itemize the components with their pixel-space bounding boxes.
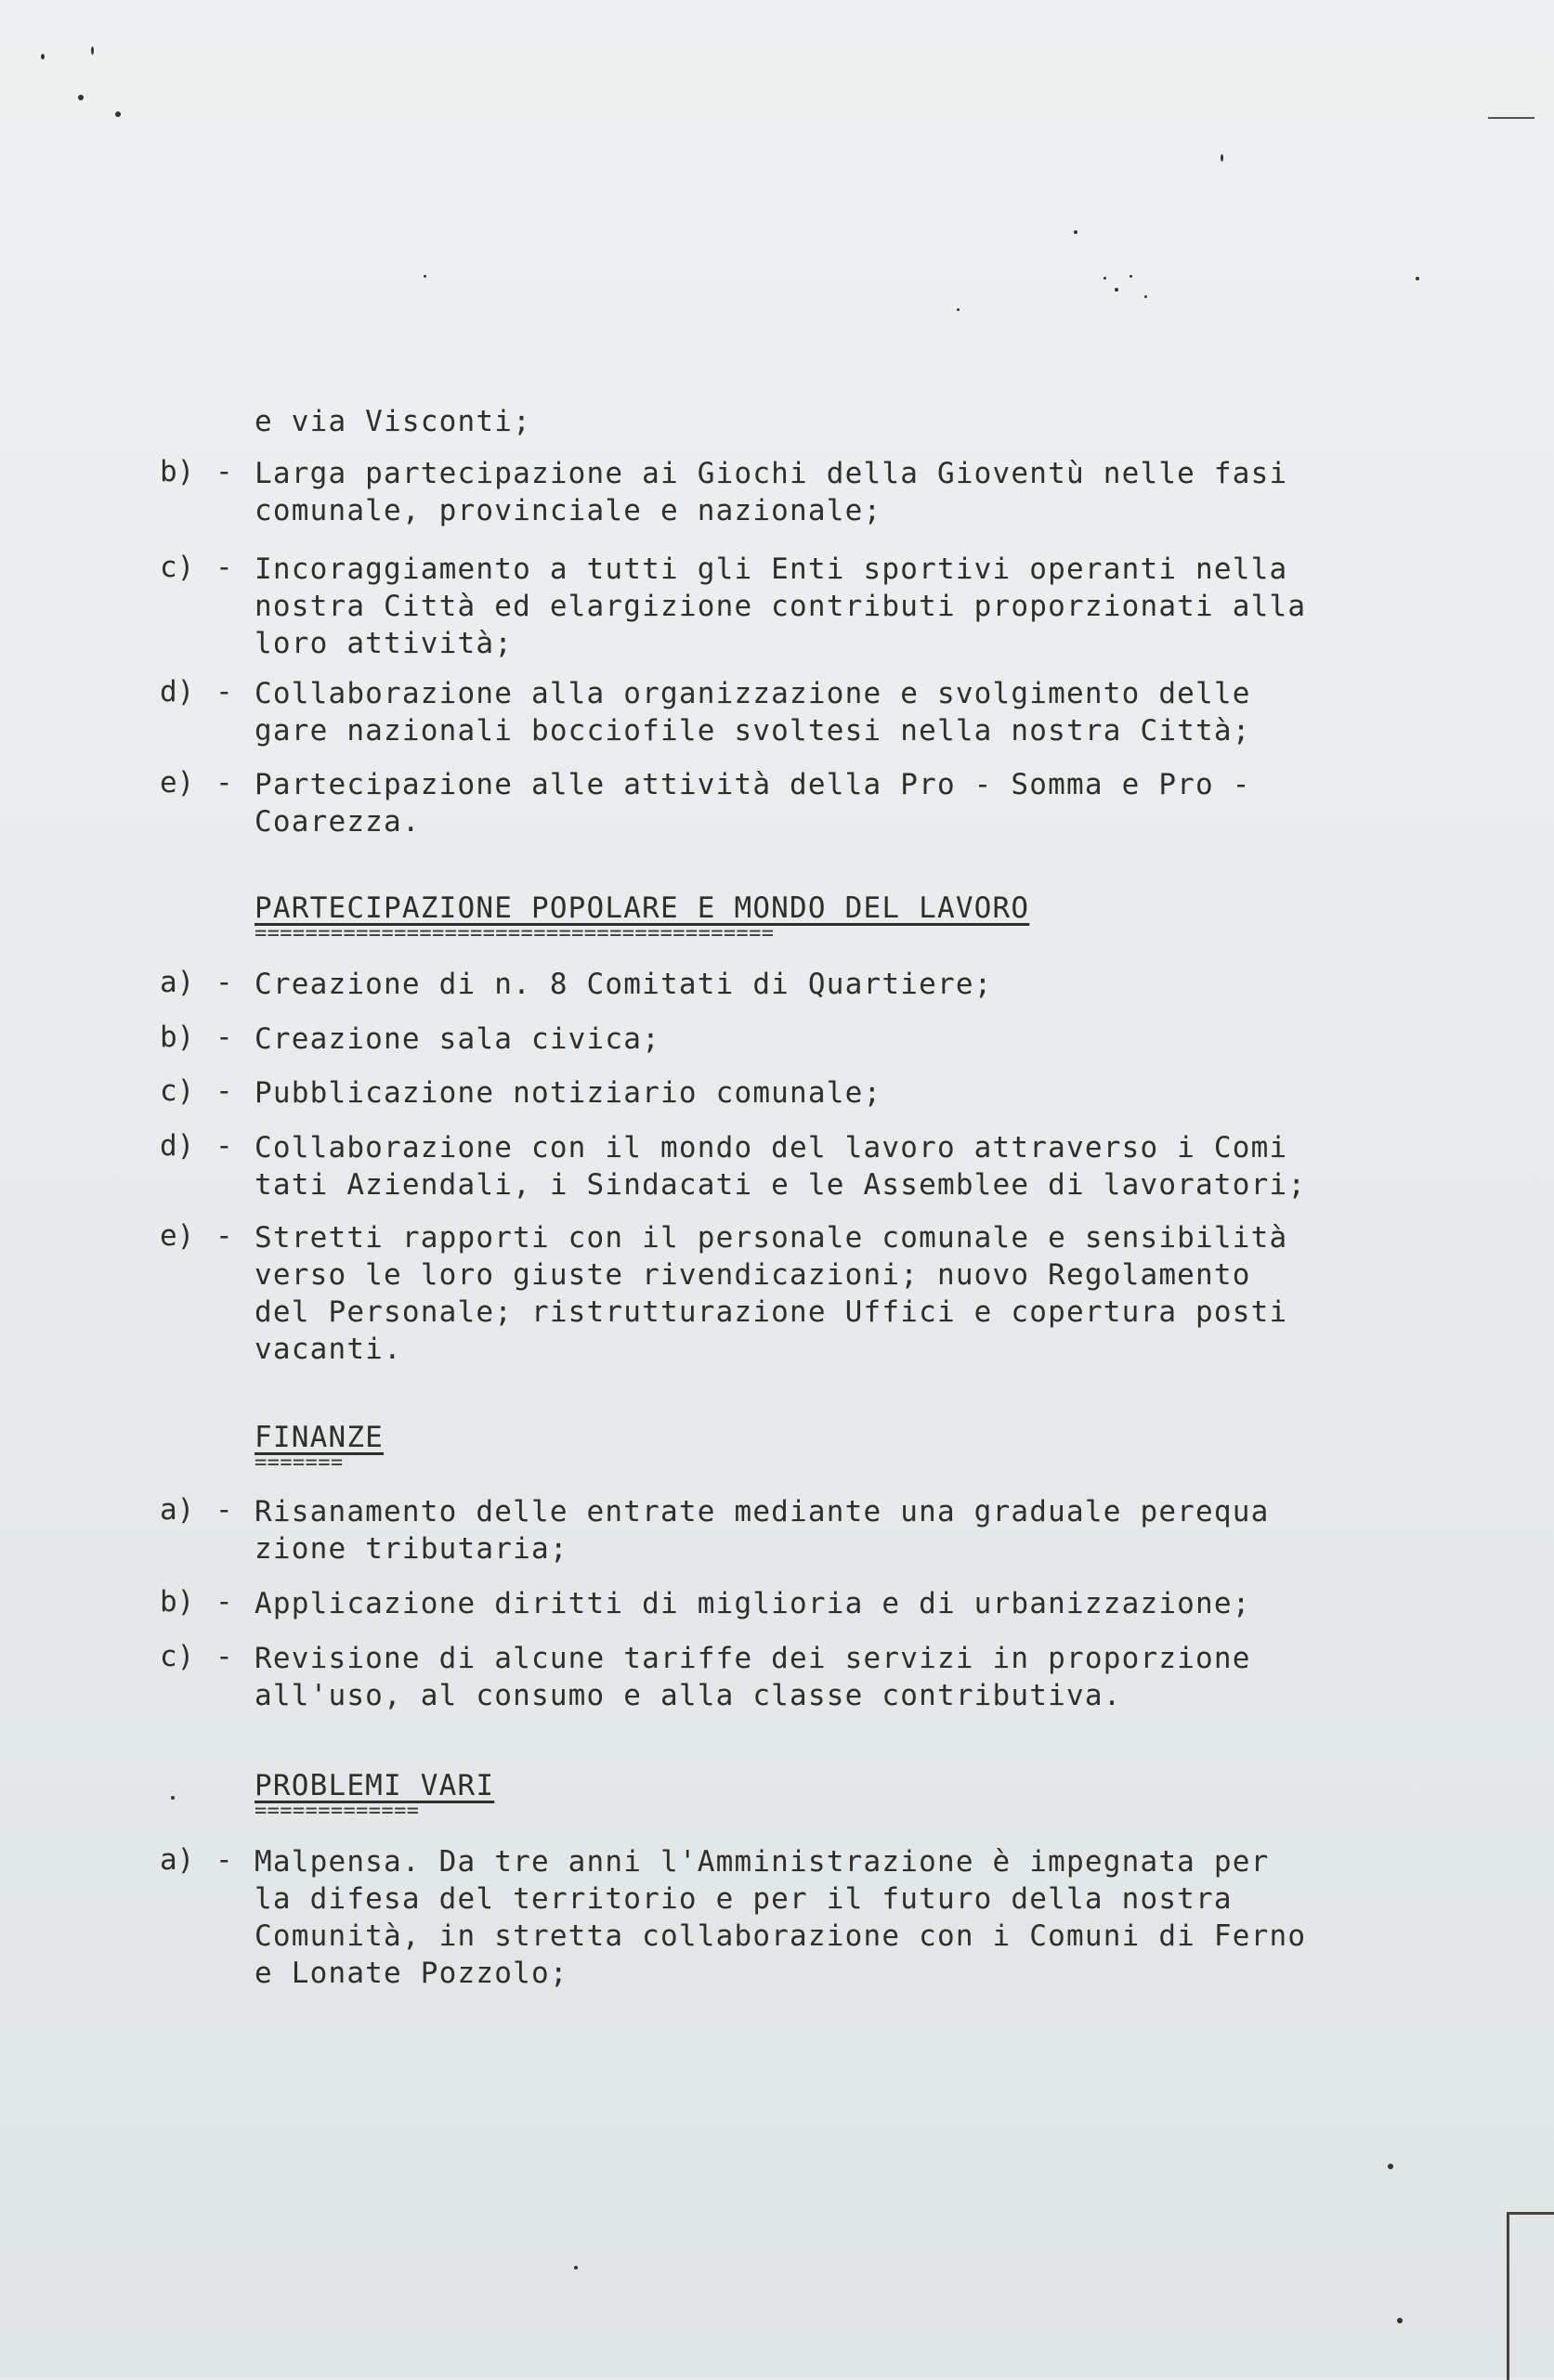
item-dash: - [215,1585,233,1619]
item-text-line: loro attività; [255,627,514,660]
item-text-line: la difesa del territorio e per il futuro della nostra [255,1882,1233,1916]
scan-speck [574,2266,578,2269]
item-text-line: vacanti. [255,1333,402,1366]
scan-speck [1397,2318,1403,2323]
scan-speck [1115,288,1118,292]
item-label: b) [160,1585,195,1619]
item-text-line: Creazione sala civica; [255,1022,660,1056]
item-dash: - [215,675,233,709]
item-text-line: all'uso, al consumo e alla classe contributiva. [255,1679,1122,1712]
item-text-line: Collaborazione con il mondo del lavoro attraverso i Comi [255,1131,1288,1164]
scan-speck [1388,2164,1393,2169]
item-text-line: Comunità, in stretta collaborazione con i Comuni di Ferno [255,1919,1307,1953]
item-dash: - [215,1021,233,1054]
item-text-line: zione tributaria; [255,1532,568,1566]
item-text-line: del Personale; ristrutturazione Uffici e copertura posti [255,1295,1288,1329]
scan-speck [1144,295,1147,298]
item-label: c) [160,1074,195,1108]
item-text-line: Collaborazione alla organizzazione e svolgimento delle [255,677,1251,710]
item-label: a) [160,966,195,999]
item-dash: - [215,966,233,999]
scan-speck [957,308,960,311]
scan-speck [1221,154,1223,162]
scan-speck [171,1796,175,1800]
item-text-line: Revisione di alcune tariffe dei servizi in proporzione [255,1642,1251,1675]
scan-speck [41,54,45,59]
item-text-line: Larga partecipazione ai Giochi della Gioventù nelle fasi [255,457,1288,490]
item-text-line: tati Aziendali, i Sindacati e le Assemblee di lavoratori; [255,1168,1307,1202]
item-dash: - [215,551,233,584]
item-text-line: Incoraggiamento a tutti gli Enti sportivi operanti nella [255,553,1288,586]
item-text-line: Creazione di n. 8 Comitati di Quartiere; [255,968,993,1001]
section-heading: PARTECIPAZIONE POPOLARE E MONDO DEL LAVORO [255,891,1030,925]
scan-speck [424,275,426,278]
item-label: a) [160,1843,195,1877]
item-text-line: Applicazione diritti di miglioria e di urbanizzazione; [255,1587,1251,1620]
item-text-line: Partecipazione alle attività della Pro - Somma e Pro - [255,768,1251,801]
item-label: e) [160,1219,195,1253]
item-text-line: Stretti rapporti con il personale comunale e sensibilità [255,1221,1288,1255]
item-text-line: nostra Città ed elargizione contributi proporzionati alla [255,590,1307,623]
scan-speck [115,111,121,117]
item-dash: - [215,1640,233,1673]
scan-speck [78,95,84,100]
scan-speck [1074,230,1077,234]
scan-speck [91,46,94,55]
item-dash: - [215,1074,233,1108]
item-label: d) [160,1129,195,1163]
item-text-line: Malpensa. Da tre anni l'Amministrazione è impegnata per [255,1845,1270,1879]
scan-corner-mark [1488,117,1534,119]
scan-speck [1416,277,1419,280]
heading-rule: ========================================= [255,922,775,945]
item-label: d) [160,675,195,709]
item-text-line: verso le loro giuste rivendicazioni; nuovo Regolamento [255,1258,1251,1292]
item-text-line: gare nazionali bocciofile svoltesi nella nostra Città; [255,714,1251,748]
scan-speck [1103,277,1106,280]
item-label: b) [160,1021,195,1054]
item-label: c) [160,551,195,584]
item-label: a) [160,1493,195,1527]
heading-rule: ============= [255,1800,420,1823]
continuation-line: e via Visconti; [255,405,531,438]
item-text-line: e Lonate Pozzolo; [255,1957,568,1990]
item-dash: - [215,1843,233,1877]
item-text-line: Coarezza. [255,805,421,839]
item-label: b) [160,455,195,488]
scan-corner-mark [1507,2212,1554,2380]
item-text-line: Risanamento delle entrate mediante una graduale perequa [255,1495,1270,1528]
item-label: c) [160,1640,195,1673]
scan-speck [1130,275,1132,278]
item-text-line: comunale, provinciale e nazionale; [255,494,882,527]
section-heading: PROBLEMI VARI [255,1769,495,1802]
heading-rule: ======= [255,1451,344,1475]
item-text-line: Pubblicazione notiziario comunale; [255,1076,882,1110]
item-dash: - [215,1219,233,1253]
item-dash: - [215,766,233,800]
item-dash: - [215,1493,233,1527]
item-label: e) [160,766,195,800]
item-dash: - [215,455,233,488]
section-heading: FINANZE [255,1421,385,1454]
item-dash: - [215,1129,233,1163]
